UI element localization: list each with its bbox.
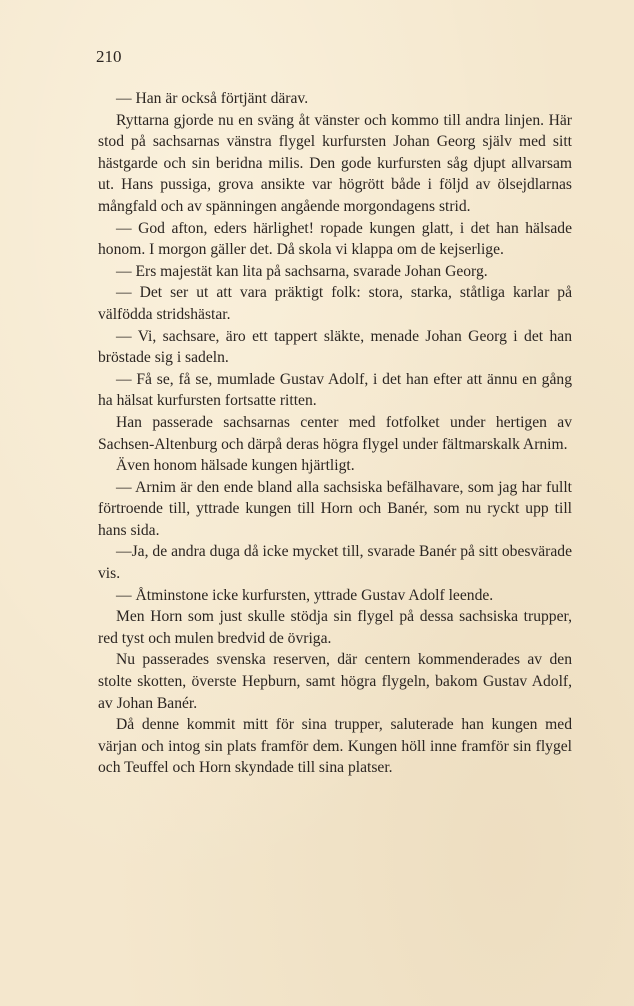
paragraph: — Han är också förtjänt därav. [116,90,309,107]
paragraph: Nu passerades svenska reserven, där centern kommenderades av den stolte skotten, överste Hepburn, samt högra flygeln, bakom Gustav Adolf, av Johan Banér. [98,651,572,712]
paragraph: Även honom hälsade kungen hjärtligt. [116,457,355,475]
paragraph: Han passerade sachsarnas center med fotfolket under hertigen av Sachsen-Altenburg och därpå deras högra flygel under fältmarskalk Arnim. [98,413,572,453]
paragraph: Ryttarna gjorde nu en sväng åt vänster och kommo till andra linjen. Här stod på sachsarnas vänstra flygel kurfursten Johan Georg själv med sitt hästgarde och sin beridna milis. Den gode kurfursten såg djupt allvarsam ut. Hans pussiga, grova ansikte var högrött både i följd av ölsejdlarnas mångfald och av spänningen angående morgondagens strid. [98,111,572,215]
paragraph: — Ers majestät kan lita på sachsarna, svarade Johan Georg. [116,262,488,280]
paragraph: — Åtminstone icke kurfursten, yttrade Gustav Adolf leende. [116,586,494,604]
paragraph: — Vi, sachsare, äro ett tappert släkte, menade Johan Georg i det han bröstade sig i sadeln. [98,327,572,367]
paragraph: — Arnim är den ende bland alla sachsiska befälhavare, som jag har fullt förtroende till, yttrade kungen till Horn och Banér, som nu ryckt upp till hans sida. [98,478,572,539]
page-number: 210 [96,47,122,66]
body-text [98,88,572,779]
paragraph: — Få se, få se, mumlade Gustav Adolf, i det han efter att ännu en gång ha hälsat kurfursten fortsatte ritten. [98,370,572,410]
paragraph: — Det ser ut att vara präktigt folk: stora, starka, ståtliga karlar på välfödda stridshästar. [98,284,572,323]
paragraph: —Ja, de andra duga då icke mycket till, svarade Banér på sitt obesvärade vis. [98,543,572,583]
paragraph: Då denne kommit mitt för sina trupper, saluterade han kungen med värjan och intog sin plats framför dem. Kungen höll inne framför sin flygel och Teuffel och Horn skyndade till sina platser. [98,716,572,777]
paragraph: — God afton, eders härlighet! ropade kungen glatt, i det han hälsade honom. I morgon gäller det. Då skola vi klappa om de kejserlige. [98,219,572,259]
paragraph: Men Horn som just skulle stödja sin flygel på dessa sachsiska trupper, red tyst och mulen bredvid de övriga. [98,608,572,647]
